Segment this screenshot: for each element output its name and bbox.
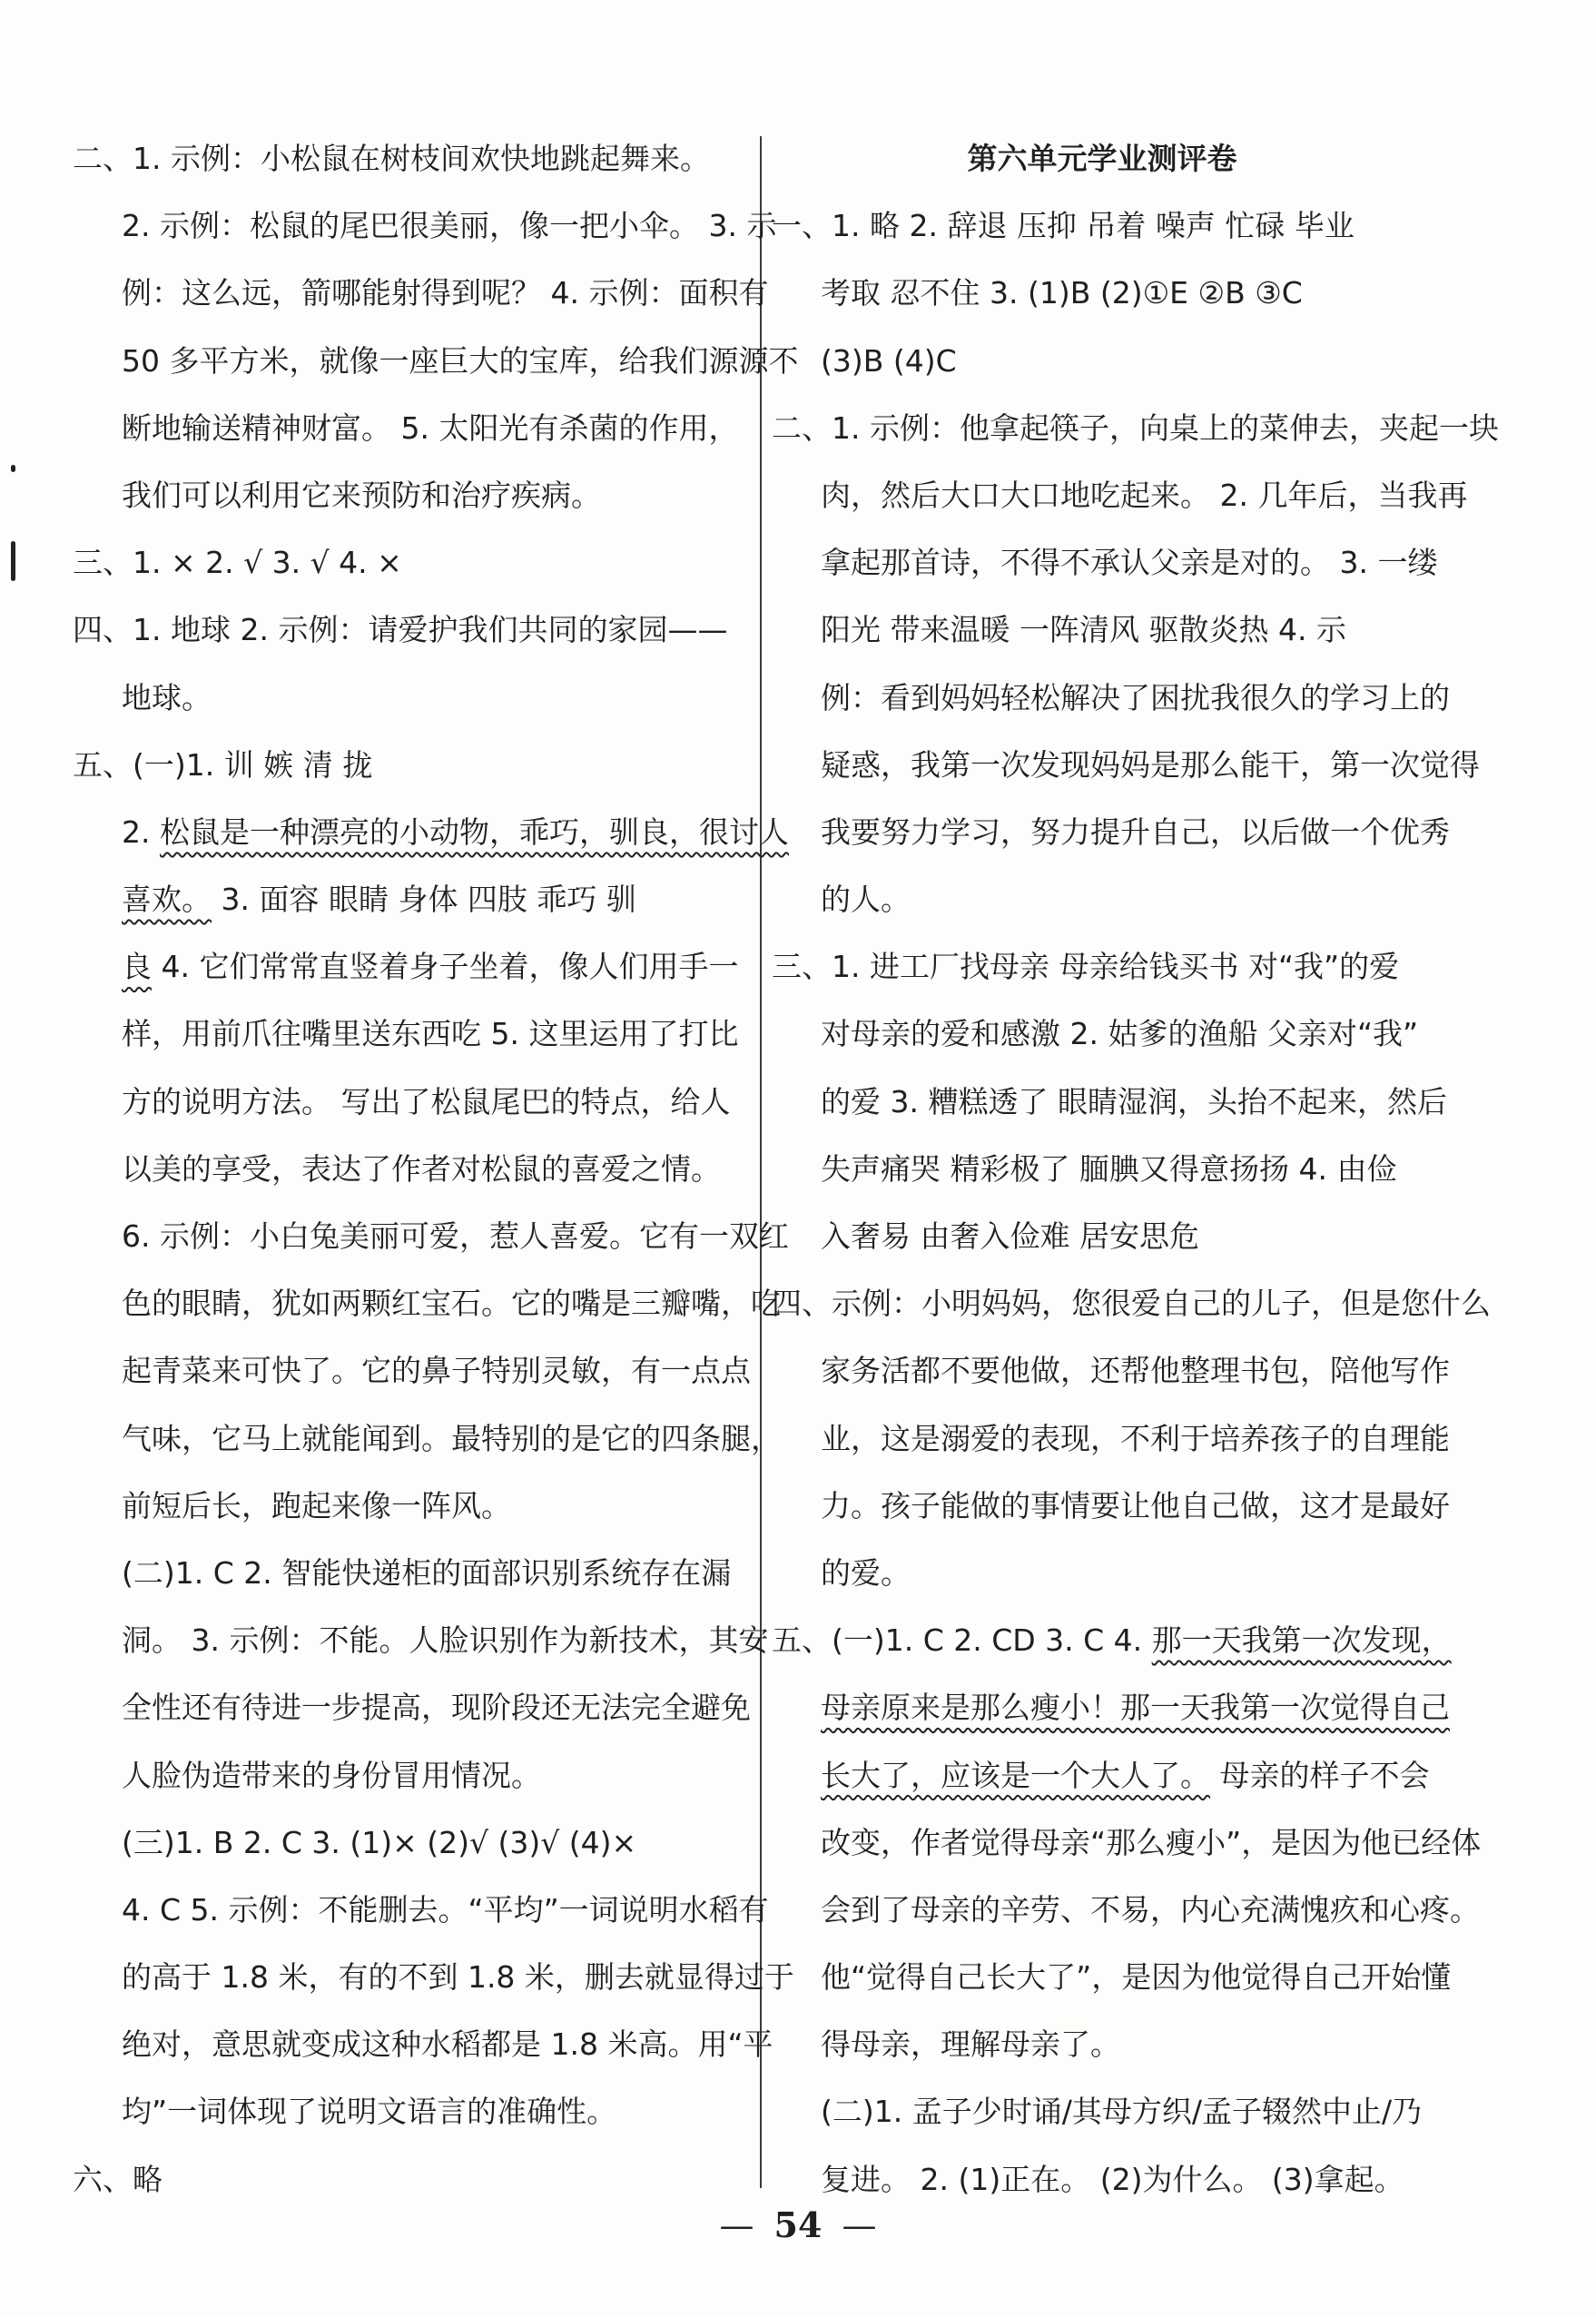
text-span: 母亲的样子不会 <box>1210 1757 1430 1793</box>
text-span: 4. 它们常常直竖着身子坐着，像人们用手一 <box>152 949 739 985</box>
text-line: 改变，作者觉得母亲“那么瘦小”，是因为他已经体 <box>821 1824 1482 1860</box>
text-line: 的爱 3. 糟糕透了 眼睛湿润，头抬不起来，然后 <box>821 1083 1447 1119</box>
text-line: 6. 示例：小白兔美丽可爱，惹人喜爱。它有一双红 <box>122 1218 789 1254</box>
text-line: 绝对，意思就变成这种水稻都是 1.8 米高。用“平 <box>122 2026 773 2063</box>
text-line: 地球。 <box>122 679 212 715</box>
text-line: 的高于 1.8 米，有的不到 1.8 米，删去就显得过于 <box>122 1959 794 1996</box>
text-line: 六、略 <box>73 2161 163 2197</box>
text-line: 的爱。 <box>821 1554 911 1591</box>
text-line: 失声痛哭 精彩极了 腼腆又得意扬扬 4. 由俭 <box>821 1150 1397 1187</box>
text-line: 阳光 带来温暖 一阵清风 驱散炎热 4. 示 <box>821 612 1346 648</box>
text-line: 方的说明方法。 写出了松鼠尾巴的特点，给人 <box>122 1083 731 1119</box>
text-line: (二)1. C 2. 智能快递柜的面部识别系统存在漏 <box>122 1554 732 1591</box>
text-line: (三)1. B 2. C 3. (1)× (2)√ (3)√ (4)× <box>122 1824 637 1860</box>
text-line: 色的眼睛，犹如两颗红宝石。它的嘴是三瓣嘴，吃 <box>122 1286 781 1322</box>
text-line: 4. C 5. 示例：不能删去。“平均”一词说明水稻有 <box>122 1891 769 1928</box>
text-line: 疑惑，我第一次发现妈妈是那么能干，第一次觉得 <box>821 746 1480 783</box>
text-line: 一、1. 略 2. 辞退 压抑 吊着 噪声 忙碌 毕业 <box>772 208 1355 244</box>
text-line: 三、1. 进工厂找母亲 母亲给钱买书 对“我”的爱 <box>772 949 1400 985</box>
text-line: 我要努力学习，努力提升自己，以后做一个优秀 <box>821 813 1450 850</box>
margin-mark <box>11 465 15 472</box>
right-column <box>772 125 1499 2213</box>
text-line: 四、1. 地球 2. 示例：请爱护我们共同的家园—— <box>73 612 728 648</box>
text-line: 得母亲，理解母亲了。 <box>821 2026 1120 2063</box>
text-line <box>772 1742 1433 1809</box>
text-line: 2. 示例：松鼠的尾巴很美丽，像一把小伞。 3. 示 <box>122 208 777 244</box>
text-line <box>772 1607 1452 1674</box>
section-title: 第六单元学业测评卷 <box>967 141 1237 176</box>
text-line <box>73 866 763 933</box>
text-line: 人脸伪造带来的身份冒用情况。 <box>122 1757 541 1793</box>
text-line: 会到了母亲的辛劳、不易，内心充满愧疚和心疼。 <box>821 1891 1480 1928</box>
text-line: 他“觉得自己长大了”，是因为他觉得自己开始懂 <box>821 1959 1452 1996</box>
text-span: 五、(一)1. C 2. CD 3. C 4. <box>772 1622 1152 1659</box>
text-line: 均”一词体现了说明文语言的准确性。 <box>122 2094 617 2130</box>
text-line: 前短后长，跑起来像一阵风。 <box>122 1487 511 1523</box>
text-line: (二)1. 孟子少时诵/其母方织/孟子辍然中止/乃 <box>821 2094 1423 2130</box>
text-line: 复进。 2. (1)正在。 (2)为什么。 (3)拿起。 <box>821 2161 1404 2197</box>
text-line: (3)B (4)C <box>821 342 957 379</box>
page-number: 54 <box>773 2204 823 2245</box>
text-line: 力。孩子能做的事情要让他自己做，这才是最好 <box>821 1487 1450 1523</box>
text-line: 我们可以利用它来预防和治疗疾病。 <box>122 477 601 513</box>
text-line: 拿起那首诗，不得不承认父亲是对的。 3. 一缕 <box>821 545 1438 581</box>
left-column <box>73 125 799 2213</box>
text-line: 业，这是溺爱的表现，不利于培养孩子的自理能 <box>821 1420 1450 1456</box>
text-line: 四、示例：小明妈妈，您很爱自己的儿子，但是您什么 <box>772 1286 1491 1322</box>
wavy-underlined-text: 那一天我第一次发现， <box>1151 1622 1452 1659</box>
text-line <box>73 799 789 866</box>
footer-dash-right: — <box>842 2205 877 2245</box>
wavy-underlined-text: 喜欢。 <box>122 882 212 918</box>
text-line: 家务活都不要他做，还帮他整理书包，陪他写作 <box>821 1353 1450 1389</box>
text-line: 对母亲的爱和感激 2. 姑爹的渔船 父亲对“我” <box>821 1016 1419 1052</box>
text-line: 50 多平方米，就像一座巨大的宝库，给我们源源不 <box>122 342 799 379</box>
text-line: 洞。 3. 示例：不能。人脸识别作为新技术，其安 <box>122 1622 769 1659</box>
text-line <box>73 933 763 1001</box>
wavy-underlined-text: 长大了，应该是一个大人了。 <box>821 1757 1210 1793</box>
wavy-underlined-text: 良 <box>122 949 152 985</box>
text-line: 全性还有待进一步提高，现阶段还无法完全避免 <box>122 1690 751 1726</box>
text-line: 样，用前爪往嘴里送东西吃 5. 这里运用了打比 <box>122 1016 739 1052</box>
footer-dash-left: — <box>719 2205 754 2245</box>
text-span: 2. <box>122 813 160 850</box>
text-line: 入奢易 由奢入俭难 居安思危 <box>821 1218 1199 1254</box>
text-span: 3. 面容 眼睛 身体 四肢 乖巧 驯 <box>212 882 636 918</box>
text-line: 的人。 <box>821 882 911 918</box>
text-line: 例：看到妈妈轻松解决了困扰我很久的学习上的 <box>821 679 1450 715</box>
wavy-underlined-text: 松鼠是一种漂亮的小动物，乖巧，驯良，很讨人 <box>159 813 789 850</box>
text-line <box>772 1674 1450 1741</box>
margin-mark <box>11 541 15 581</box>
text-line: 例：这么远，箭哪能射得到呢？ 4. 示例：面积有 <box>122 275 769 311</box>
text-line: 气味，它马上就能闻到。最特别的是它的四条腿， <box>122 1420 781 1456</box>
page-footer <box>0 2204 1596 2245</box>
text-line: 五、(一)1. 训 嫉 清 拢 <box>73 746 373 783</box>
wavy-underlined-text: 母亲原来是那么瘦小！那一天我第一次觉得自己 <box>821 1690 1450 1726</box>
text-line: 肉，然后大口大口地吃起来。 2. 几年后，当我再 <box>821 477 1468 513</box>
text-line: 以美的享受，表达了作者对松鼠的喜爱之情。 <box>122 1150 721 1187</box>
text-line: 断地输送精神财富。 5. 太阳光有杀菌的作用， <box>122 409 739 446</box>
text-line: 二、1. 示例：小松鼠在树枝间欢快地跳起舞来。 <box>73 141 710 176</box>
text-line: 起青菜来可快了。它的鼻子特别灵敏，有一点点 <box>122 1353 751 1389</box>
text-line: 二、1. 示例：他拿起筷子，向桌上的菜伸去，夹起一块 <box>772 409 1499 446</box>
text-line: 考取 忍不住 3. (1)B (2)①E ②B ③C <box>821 275 1303 311</box>
text-line: 三、1. × 2. √ 3. √ 4. × <box>73 545 402 581</box>
